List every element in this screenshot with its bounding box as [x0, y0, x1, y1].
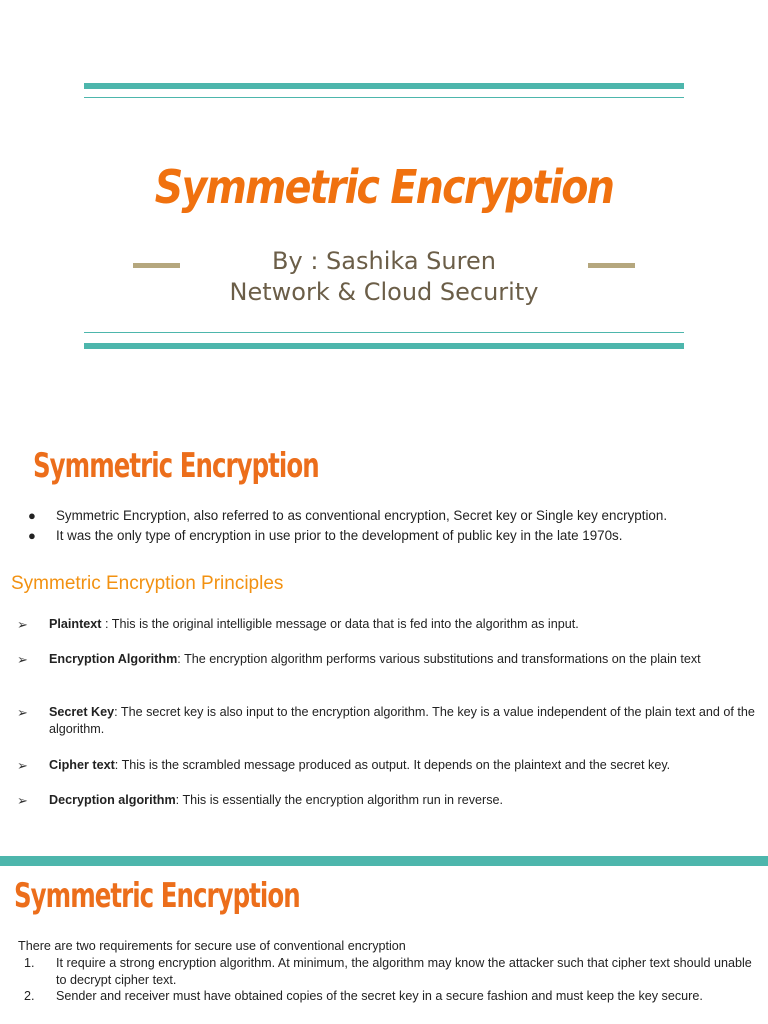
- bottom-rule-thick: [84, 343, 684, 349]
- slide-heading: Symmetric Encryption: [14, 876, 300, 916]
- principle-term: Secret Key: [49, 705, 115, 719]
- bullet-item: ● Symmetric Encryption, also referred to as conventional encryption, Secret key or Single key encryption.: [28, 506, 667, 526]
- top-rule-thick: [84, 83, 684, 89]
- requirement-item: [24, 955, 754, 988]
- requirement-item: [24, 988, 754, 1005]
- principle-description: This is the scrambled message produced as output. It depends on the plaintext and the secret key.: [121, 758, 671, 772]
- principles-subheading: Symmetric Encryption Principles: [11, 573, 284, 594]
- principle-item: ➢ Cipher text: This is the scrambled message produced as output. It depends on the plaintext and the secret key.: [17, 758, 671, 773]
- principles-list: [17, 616, 757, 812]
- item-number: 2.: [24, 989, 35, 1003]
- bullet-list: [28, 506, 667, 546]
- requirements-intro: There are two requirements for secure use of conventional encryption: [18, 939, 406, 953]
- top-rule-thin: [84, 97, 684, 98]
- author-byline: By : Sashika Suren: [272, 247, 496, 275]
- title-slide: [0, 0, 768, 380]
- principle-description: The secret key is also input to the encryption algorithm. The key is a value independent of the plain text and of the algorithm.: [49, 705, 755, 736]
- principle-description: This is the original intelligible message or data that is fed into the algorithm as input.: [111, 617, 579, 631]
- arrow-bullet-icon: ➢: [17, 652, 28, 667]
- principle-item: ➢ Encryption Algorithm: The encryption algorithm performs various substitutions and transformations on the plain text: [17, 652, 701, 667]
- principle-term: Encryption Algorithm: [49, 652, 178, 666]
- arrow-bullet-icon: ➢: [17, 793, 28, 808]
- principle-term: Cipher text: [49, 758, 115, 772]
- principle-description: This is essentially the encryption algorithm run in reverse.: [182, 793, 504, 807]
- principle-item: ➢ Plaintext : This is the original intelligible message or data that is fed into the algorithm as input.: [17, 617, 579, 632]
- arrow-bullet-icon: ➢: [17, 617, 28, 632]
- requirement-text: Sender and receiver must have obtained copies of the secret key in a secure fashion and must keep the key secure.: [56, 989, 703, 1003]
- slide-top-bar: [0, 856, 768, 866]
- slide-title: Symmetric Encryption: [154, 160, 614, 214]
- bottom-rule-thin: [84, 332, 684, 333]
- requirement-text: It require a strong encryption algorithm. At minimum, the algorithm may know the attacker such that cipher text should unable to decrypt cipher text.: [56, 956, 752, 987]
- course-subtitle: Network & Cloud Security: [229, 278, 539, 306]
- requirements-slide: [0, 856, 768, 1024]
- principle-description: The encryption algorithm performs various substitutions and transformations on the plain text: [184, 652, 701, 666]
- bullet-item: ● It was the only type of encryption in use prior to the development of public key in the late 1970s.: [28, 526, 667, 546]
- item-number: 1.: [24, 956, 35, 970]
- bullet-icon: ●: [28, 528, 36, 543]
- requirements-list: [24, 955, 754, 1005]
- principle-term: Plaintext: [49, 617, 102, 631]
- arrow-bullet-icon: ➢: [17, 758, 28, 773]
- arrow-bullet-icon: ➢: [17, 705, 28, 720]
- principle-item: ➢ Secret Key: The secret key is also input to the encryption algorithm. The key is a value independent of the plain text and of the algorithm.: [17, 705, 755, 736]
- slide-heading: Symmetric Encryption: [33, 446, 319, 486]
- bullet-icon: ●: [28, 508, 36, 523]
- principles-slide: [0, 380, 768, 856]
- principle-item: ➢ Decryption algorithm: This is essentially the encryption algorithm run in reverse.: [17, 793, 504, 808]
- principle-term: Decryption algorithm: [49, 793, 176, 807]
